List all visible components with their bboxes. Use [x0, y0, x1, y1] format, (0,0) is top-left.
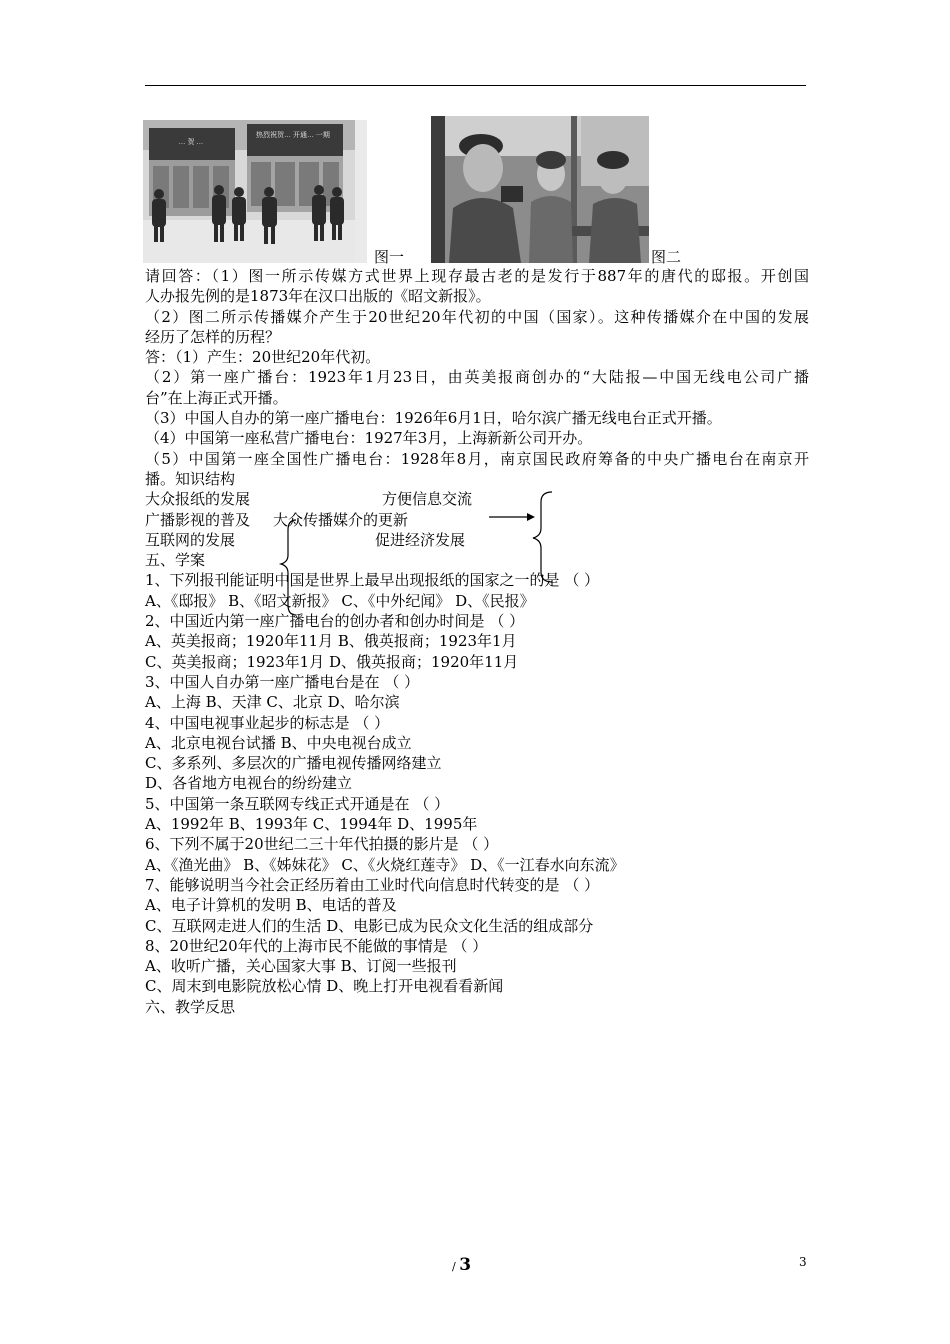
question-line: 7、能够说明当今社会正经历着由工业时代向信息时代转变的是 （ ） [145, 875, 600, 894]
page-total: 3 [459, 1255, 472, 1275]
answer-line: 播。知识结构 [145, 469, 236, 488]
figure-2-radio-listeners-photo [431, 116, 649, 263]
knowledge-structure-row [145, 489, 809, 509]
question-line: 5、中国第一条互联网专线正式开通是在 （ ） [145, 794, 450, 813]
question-line: A、上海 B、天津 C、北京 D、哈尔滨 [145, 693, 400, 712]
question-line: A、1992年 B、1993年 C、1994年 D、1995年 [145, 815, 478, 834]
answer-line: （4）中国第一座私营广播电台：1927年3月，上海新新公司开办。 [145, 429, 593, 448]
knowledge-structure-row [145, 510, 809, 530]
ks-right-item: 方便信息交流 [382, 490, 473, 509]
ks-left-item: 广播影视的普及 [145, 510, 251, 529]
question-line: A、收听广播，关心国家大事 B、订阅一些报刊 [145, 957, 457, 976]
answer-line: 经历了怎样的历程？ [145, 327, 281, 346]
answer-line: 请回答：（1）图一所示传媒方式世界上现存最古老的是发行于887年的唐代的邸报。开创国 [145, 267, 809, 285]
question-line: D、各省地方电视台的纷纷建立 [145, 774, 353, 793]
question-line: A、《邸报》 B、《昭文新报》 C、《中外纪闻》 D、《民报》 [145, 591, 535, 610]
answer-line: 答：（1）产生：20世纪20年代初。 [145, 348, 381, 367]
ks-left-item: 互联网的发展 [145, 530, 236, 549]
question-line: 6、下列不属于20世纪二三十年代拍摄的影片是 （ ） [145, 835, 499, 854]
question-line: 4、中国电视事业起步的标志是 （ ） [145, 713, 390, 732]
question-line: 2、中国近内第一座广播电台的创办者和创办时间是 （ ） [145, 612, 525, 631]
answer-line: 台”在上海正式开播。 [145, 388, 288, 407]
question-line: C、英美报商；1923年1月 D、俄英报商；1920年11月 [145, 652, 519, 671]
figure-1-wall-newspaper-photo [143, 120, 367, 263]
question-line: 1、下列报刊能证明中国是世界上最早出现报纸的国家之一的是 （ ） [145, 571, 600, 590]
answer-line: 人办报先例的是1873年在汉口出版的《昭文新报》。 [145, 287, 491, 306]
question-line: A、英美报商；1920年11月 B、俄英报商；1923年1月 [145, 632, 517, 651]
ks-left-item: 大众报纸的发展 [145, 490, 251, 509]
answer-line: （2）第一座广播台：1923年1月23日，由英美报商创办的“大陆报—中国无线电公司广播 [145, 368, 809, 387]
ks-center: 大众传播媒介的更新 [273, 510, 409, 529]
figure-1-sign-text-2: … 贺 … [178, 139, 204, 146]
question-line: C、多系列、多层次的广播电视传播网络建立 [145, 754, 442, 773]
question-line: 3、中国人自办第一座广播电台是在 （ ） [145, 672, 420, 691]
answer-line: （2）图二所示传播媒介产生于20世纪20年代初的中国（国家）。这种传播媒介在中国的发展 [145, 307, 809, 326]
page-indicator [452, 1255, 471, 1275]
page-slash: / [452, 1260, 456, 1273]
knowledge-structure-row [145, 530, 809, 550]
header-rule [145, 85, 806, 86]
question-line: 8、20世纪20年代的上海市民不能做的事情是 （ ） [145, 936, 488, 955]
question-line: A、电子计算机的发明 B、电话的普及 [145, 896, 397, 915]
answer-line: （5）中国第一座全国性广播电台：1928年8月，南京国民政府筹备的中央广播电台在南京开 [145, 449, 809, 468]
figure-1-sign-text: 热烈祝贺… 开通… 一期 [256, 132, 330, 139]
section-heading: 五、学案 [145, 551, 206, 570]
figure-1-caption: 图一 [374, 248, 405, 266]
figure-2-caption: 图二 [651, 248, 682, 266]
document-body [145, 266, 809, 1017]
question-line: A、《渔光曲》 B、《姊妹花》 C、《火烧红莲寺》 D、《一江春水向东流》 [145, 855, 625, 874]
answer-line: （3）中国人自办的第一座广播电台：1926年6月1日，哈尔滨广播无线电台正式开播。 [145, 409, 722, 428]
question-line: A、北京电视台试播 B、中央电视台成立 [145, 733, 412, 752]
question-line: C、互联网走进人们的生活 D、电影已成为民众文化生活的组成部分 [145, 916, 594, 935]
question-line: C、周末到电影院放松心情 D、晚上打开电视看看新闻 [145, 977, 504, 996]
ks-right-item: 促进经济发展 [375, 530, 466, 549]
page-number: 3 [799, 1255, 807, 1269]
section-heading: 六、教学反思 [145, 997, 236, 1016]
